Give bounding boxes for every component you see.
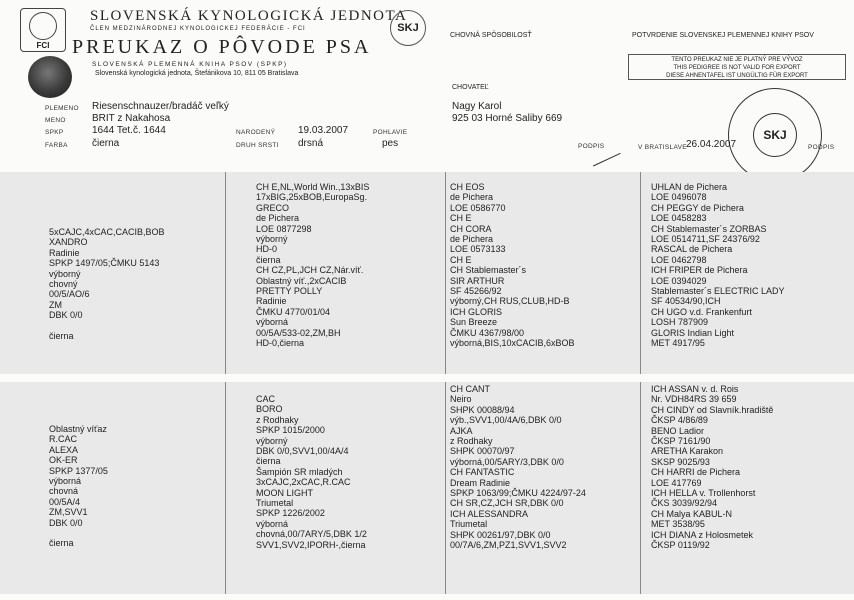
signature-label-2: PODPIS (808, 144, 835, 151)
breeder-name: Nagy Karol (452, 101, 502, 112)
breeder-address: 925 03 Horné Saliby 669 (452, 113, 563, 124)
sire-grandparents-column: CH EOS de Pichera LOE 0586770 CH E CH CORA de Pichera LOE 0573133 CH E CH Stablemaster´s SIR ARTHUR SF 45266/92 výborný,CH RUS,CLUB,HD-B ICH GLORIS Sun Breeze ČMKU 4367/98/00 výborná,BIS,10xCACIB,6xBOB (450, 182, 575, 349)
breeder-label: CHOVATEĽ (452, 84, 489, 91)
export-notice-en: THIS PEDIGREE IS NOT VALID FOR EXPORT (673, 65, 801, 71)
dam-great-grandparents-column: ICH ASSAN v. d. Rois Nr. VDH84RS 39 659 CH CINDY od Slavník.hradiště ČKSP 4/86/89 BENO Ladior ČKSP 7161/90 ARETHA Karakon SKSP 9025/93 CH HARRI de Pichera LOE 417769 ICH HELLA v. Trollenhorst ČKS 3039/92/94 CH Malya KABUL-N MET 3538/95 ICH DIANA z Holosmetek ČKSP 0119/92 (651, 384, 774, 551)
name-value: BRIT z Nakahosa (92, 113, 171, 124)
dam-section (0, 382, 854, 594)
dam-grandparents-column: CH CANT Neiro SHPK 00088/94 výb.,SVV1,00/4A/6,DBK 0/0 AJKA z Rodhaky SHPK 00070/97 výborná,00/5ARY/3,DBK 0/0 CH FANTASTIC Dream Radinie SPKP 1063/99;ČMKU 4224/97-24 CH SR,CZ,JCH SR,DBK 0/0 ICH ALESSANDRA Triumetal SHPK 00261/97,DBK 0/0 00/7A/6,ZM,PZ1,SVV1,SVV2 (450, 384, 586, 551)
dam-parents-column: CAC BORO z Rodhaky SPKP 1015/2000 výborný DBK 0/0,SVV1,00/4A/4 čierna Šampión SR mladých 3xCAJC,2xCAC,R.CAC MOON LIGHT Triumetal SPKP 1226/2002 výborná chovná,00/7ARY/5,DBK 1/2 SVV1,SVV2,IPORH-,čierna (256, 394, 367, 550)
registry-address: Slovenská kynologická jednota, Štefánikova 10, 811 05 Bratislava (95, 70, 299, 77)
org-name: SLOVENSKÁ KYNOLOGICKÁ JEDNOTA (90, 8, 408, 24)
export-notice (628, 54, 846, 80)
fci-logo (20, 8, 66, 52)
export-notice-de: DIESE AHNENTAFEL IST UNGÜLTIG FÜR EXPORT (666, 73, 808, 79)
coat-value: drsná (298, 138, 324, 149)
signature-label: PODPIS (578, 143, 605, 150)
stamp-logo: SKJ (753, 113, 797, 157)
sire-parents-column: CH E,NL,World Win.,13xBIS 17xBIG,25xBOB,EuropaSg. GRECO de Pichera LOE 0877298 výborný HD-0 čierna CH CZ,PL,JCH CZ,Nár.víť. Oblastný víť.,2xCACIB PRETTY POLLY Radinie ČMKU 4770/01/04 výborná 00/5A/533-02,ZM,BH HD-0,čierna (256, 182, 370, 349)
official-stamp (728, 88, 822, 182)
emblem-icon (28, 56, 72, 98)
globe-icon (29, 12, 57, 40)
spkp-label: SPKP (45, 129, 64, 136)
signature-mark (585, 137, 620, 167)
sire-column: 5xCAJC,4xCAC,CACIB,BOB XANDRO Radinie SPKP 1497/05;ČMKU 5143 výborný chovný 00/5/AO/6 ZM DBK 0/0 čierna (49, 227, 165, 342)
color-value: čierna (92, 138, 120, 149)
confirmation-label: POTVRDENIE SLOVENSKEJ PLEMENNEJ KNIHY PSOV (632, 32, 814, 39)
breed-label: PLEMENO (45, 105, 79, 112)
export-notice-sk: TENTO PREUKAZ NIE JE PLATNÝ PRE VÝVOZ (671, 57, 803, 63)
sire-section (0, 172, 854, 374)
issue-date: 26.04.2007 (686, 139, 737, 150)
dam-column: Oblastný víťaz R.CAC ALEXA OK-ER SPKP 1377/05 výborná chovná 00/5A/4 ZM,SVV1 DBK 0/0 čierna (49, 424, 108, 549)
coat-label: DRUH SRSTI (236, 142, 279, 149)
skj-logo: SKJ (390, 10, 426, 46)
sire-great-grandparents-column: UHLAN de Pichera LOE 0496078 CH PEGGY de Pichera LOE 0458283 CH Stablemaster´s ZORBAS LOE 0514711,SF 24376/92 RASCAL de Pichera LOE 0462798 ICH FRIPER de Pichera LOE 0394029 Stablemaster´s ELECTRIC LADY SF 40534/90,ICH CH UGO v.d. Frankenfurt LOSH 787909 GLORIS Indian Light MET 4917/95 (651, 182, 785, 349)
name-label: MENO (45, 117, 66, 124)
fci-logo-text: FCI (36, 41, 50, 50)
color-label: FARBA (45, 142, 68, 149)
sex-label: POHLAVIE (373, 129, 408, 136)
birth-label: NARODENÝ (236, 129, 276, 136)
place-label: V BRATISLAVE (638, 144, 687, 151)
breeding-fitness-label: CHOVNÁ SPÔSOBILOSŤ (450, 32, 532, 39)
org-member: ČLEN MEDZINÁRODNEJ KYNOLOGICKEJ FEDERÁCIE - FCI (90, 26, 306, 32)
doc-title: PREUKAZ O PÔVODE PSA (72, 36, 372, 58)
spkp-value: 1644 Tet.č. 1644 (92, 125, 166, 136)
registry-name: SLOVENSKÁ PLEMENNÁ KNIHA PSOV (SPKP) (92, 61, 288, 68)
birth-value: 19.03.2007 (298, 125, 349, 136)
breed-value: Riesenschnauzer/bradáč veľký (92, 101, 229, 112)
sex-value: pes (382, 138, 399, 149)
